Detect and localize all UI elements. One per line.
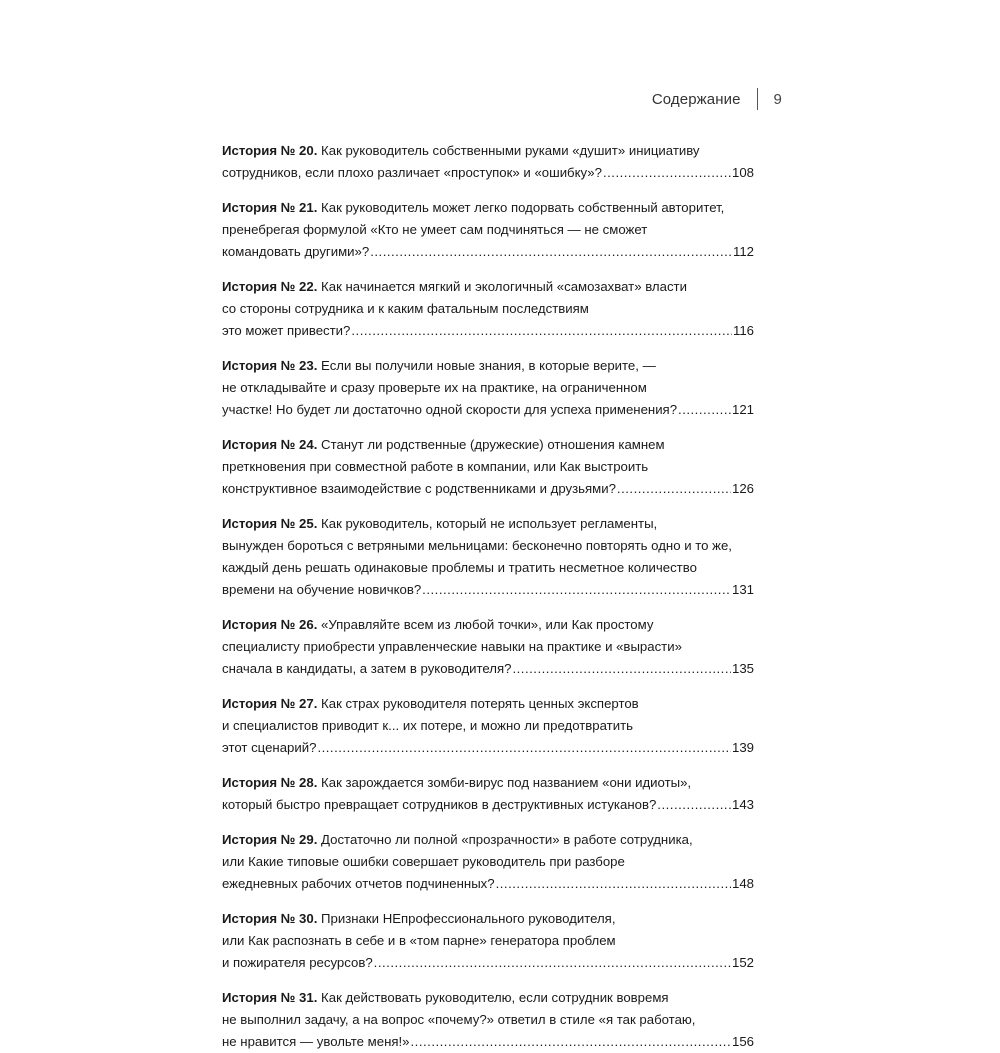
toc-entry-line <box>222 456 754 478</box>
dot-leader <box>496 873 731 895</box>
toc-entry-last-line <box>222 399 754 421</box>
toc-entry-text: не откладывайте и сразу проверьте их на практике, на ограниченном <box>222 380 647 395</box>
toc-entry-text: Как начинается мягкий и экологичный «самозахват» власти <box>321 279 687 294</box>
toc-entry-line <box>222 829 754 851</box>
toc-entry-line <box>222 355 754 377</box>
toc-page-number: 135 <box>731 661 754 676</box>
toc-entry-last-line <box>222 478 754 500</box>
toc-entry-text: «Управляйте всем из любой точки», или Как простому <box>321 617 654 632</box>
toc-entry[interactable] <box>222 772 754 816</box>
toc-entry-line <box>222 908 754 930</box>
toc-entry-text: вынужден бороться с ветряными мельницами: бесконечно повторять одно и то же, <box>222 538 732 553</box>
toc-entry-text: который быстро превращает сотрудников в деструктивных истуканов? <box>222 797 657 812</box>
toc-entry-last-line <box>222 737 754 759</box>
toc-entry[interactable] <box>222 829 754 895</box>
toc-entry-line <box>222 197 754 219</box>
table-of-contents <box>222 140 754 1053</box>
toc-entry-text: Как зарождается зомби-вирус под названием «они идиоты», <box>321 775 692 790</box>
toc-entry-text: каждый день решать одинаковые проблемы и тратить несметное количество <box>222 560 697 575</box>
toc-entry-last-line <box>222 952 754 974</box>
toc-entry-text: конструктивное взаимодействие с родственниками и друзьями? <box>222 481 616 496</box>
toc-entry-line <box>222 636 754 658</box>
toc-entry-text: ежедневных рабочих отчетов подчиненных? <box>222 876 495 891</box>
page-number: 9 <box>773 90 782 108</box>
toc-entry-line <box>222 930 754 952</box>
toc-entry-text: не нравится — увольте меня!» <box>222 1034 410 1049</box>
toc-entry-line <box>222 513 754 535</box>
toc-entry-line <box>222 715 754 737</box>
dot-leader <box>370 241 732 263</box>
toc-entry-last-line <box>222 794 754 816</box>
toc-entry-text: и пожирателя ресурсов? <box>222 955 373 970</box>
toc-entry-line <box>222 219 754 241</box>
dot-leader <box>512 658 731 680</box>
section-title: Содержание <box>651 90 741 108</box>
toc-entry-last-line <box>222 320 754 342</box>
toc-page-number: 143 <box>731 797 754 812</box>
toc-entry-text: и специалистов приводит к... их потере, и можно ли предотвратить <box>222 718 633 733</box>
toc-entry-line <box>222 851 754 873</box>
dot-leader <box>422 579 731 601</box>
toc-entry-text: пренебрегая формулой «Кто не умеет сам подчиняться — не сможет <box>222 222 648 237</box>
toc-entry-text: это может привести? <box>222 323 351 338</box>
toc-entry-title: История № 22. <box>222 279 318 294</box>
toc-entry-text: не выполнил задачу, а на вопрос «почему?» ответил в стиле «я так работаю, <box>222 1012 696 1027</box>
toc-entry-title: История № 31. <box>222 990 318 1005</box>
toc-entry-text: Как руководитель собственными руками «душит» инициативу <box>321 143 700 158</box>
toc-entry-text: времени на обучение новичков? <box>222 582 422 597</box>
toc-entry-line <box>222 987 754 1009</box>
toc-entry-text: или Какие типовые ошибки совершает руководитель при разборе <box>222 854 625 869</box>
toc-entry-text: Станут ли родственные (дружеские) отношения камнем <box>321 437 665 452</box>
toc-entry-title: История № 21. <box>222 200 318 215</box>
toc-entry[interactable] <box>222 355 754 421</box>
toc-entry[interactable] <box>222 276 754 342</box>
toc-entry[interactable] <box>222 513 754 601</box>
dot-leader <box>351 320 732 342</box>
toc-entry-last-line <box>222 579 754 601</box>
toc-entry[interactable] <box>222 693 754 759</box>
toc-entry-text: Если вы получили новые знания, в которые верите, — <box>321 358 656 373</box>
toc-entry-line <box>222 772 754 794</box>
dot-leader <box>411 1031 731 1053</box>
toc-entry-text: сначала в кандидаты, а затем в руководителя? <box>222 661 512 676</box>
toc-entry-text: участке! Но будет ли достаточно одной скорости для успеха применения? <box>222 402 678 417</box>
toc-entry-text: этот сценарий? <box>222 740 317 755</box>
toc-entry-text: Как руководитель, который не использует регламенты, <box>321 516 658 531</box>
toc-entry-last-line <box>222 873 754 895</box>
toc-entry-text: Признаки НЕпрофессионального руководителя, <box>321 911 616 926</box>
toc-page-number: 152 <box>731 955 754 970</box>
toc-entry-line <box>222 298 754 320</box>
toc-page-number: 121 <box>731 402 754 417</box>
dot-leader <box>657 794 731 816</box>
dot-leader <box>617 478 731 500</box>
toc-entry[interactable] <box>222 197 754 263</box>
toc-entry-text: специалисту приобрести управленческие навыки на практике и «вырасти» <box>222 639 682 654</box>
toc-entry-text: преткновения при совместной работе в компании, или Как выстроить <box>222 459 649 474</box>
toc-entry-title: История № 26. <box>222 617 318 632</box>
toc-page-number: 148 <box>731 876 754 891</box>
toc-entry[interactable] <box>222 434 754 500</box>
dot-leader <box>374 952 731 974</box>
toc-page-number: 108 <box>731 165 754 180</box>
toc-entry-text: Как страх руководителя потерять ценных экспертов <box>321 696 639 711</box>
dot-leader <box>603 162 731 184</box>
toc-entry-text: со стороны сотрудника и к каким фатальным последствиям <box>222 301 589 316</box>
toc-entry-line <box>222 276 754 298</box>
toc-entry-last-line <box>222 241 754 263</box>
toc-entry[interactable] <box>222 140 754 184</box>
header-divider <box>757 88 758 110</box>
toc-entry[interactable] <box>222 614 754 680</box>
toc-entry-line <box>222 693 754 715</box>
toc-entry-line <box>222 434 754 456</box>
dot-leader <box>317 737 731 759</box>
toc-entry-title: История № 27. <box>222 696 318 711</box>
toc-entry-title: История № 28. <box>222 775 318 790</box>
toc-entry-text: Как руководитель может легко подорвать собственный авторитет, <box>321 200 725 215</box>
toc-page-number: 131 <box>731 582 754 597</box>
toc-entry-text: командовать другими»? <box>222 244 370 259</box>
toc-entry-last-line <box>222 658 754 680</box>
toc-entry[interactable] <box>222 908 754 974</box>
toc-entry-text: Как действовать руководителю, если сотрудник вовремя <box>321 990 669 1005</box>
toc-entry-title: История № 30. <box>222 911 318 926</box>
toc-page-number: 126 <box>731 481 754 496</box>
toc-entry-title: История № 29. <box>222 832 318 847</box>
toc-entry-line <box>222 614 754 636</box>
toc-page-number: 156 <box>731 1034 754 1049</box>
toc-entry-line <box>222 377 754 399</box>
toc-entry-title: История № 25. <box>222 516 318 531</box>
toc-entry-line <box>222 1009 754 1031</box>
toc-entry-line <box>222 535 754 557</box>
toc-page-number: 112 <box>732 244 754 259</box>
toc-entry-last-line <box>222 1031 754 1053</box>
toc-entry-title: История № 24. <box>222 437 318 452</box>
toc-entry-title: История № 20. <box>222 143 318 158</box>
toc-entry-line <box>222 140 754 162</box>
running-header <box>652 88 782 110</box>
toc-entry-text: или Как распознать в себе и в «том парне» генератора проблем <box>222 933 616 948</box>
toc-entry-text: Достаточно ли полной «прозрачности» в работе сотрудника, <box>321 832 693 847</box>
toc-entry-last-line <box>222 162 754 184</box>
toc-page-number: 116 <box>732 323 754 338</box>
toc-entry-text: сотрудников, если плохо различает «проступок» и «ошибку»? <box>222 165 602 180</box>
toc-entry-title: История № 23. <box>222 358 318 373</box>
toc-entry[interactable] <box>222 987 754 1053</box>
toc-page-number: 139 <box>731 740 754 755</box>
toc-entry-line <box>222 557 754 579</box>
dot-leader <box>678 399 731 421</box>
